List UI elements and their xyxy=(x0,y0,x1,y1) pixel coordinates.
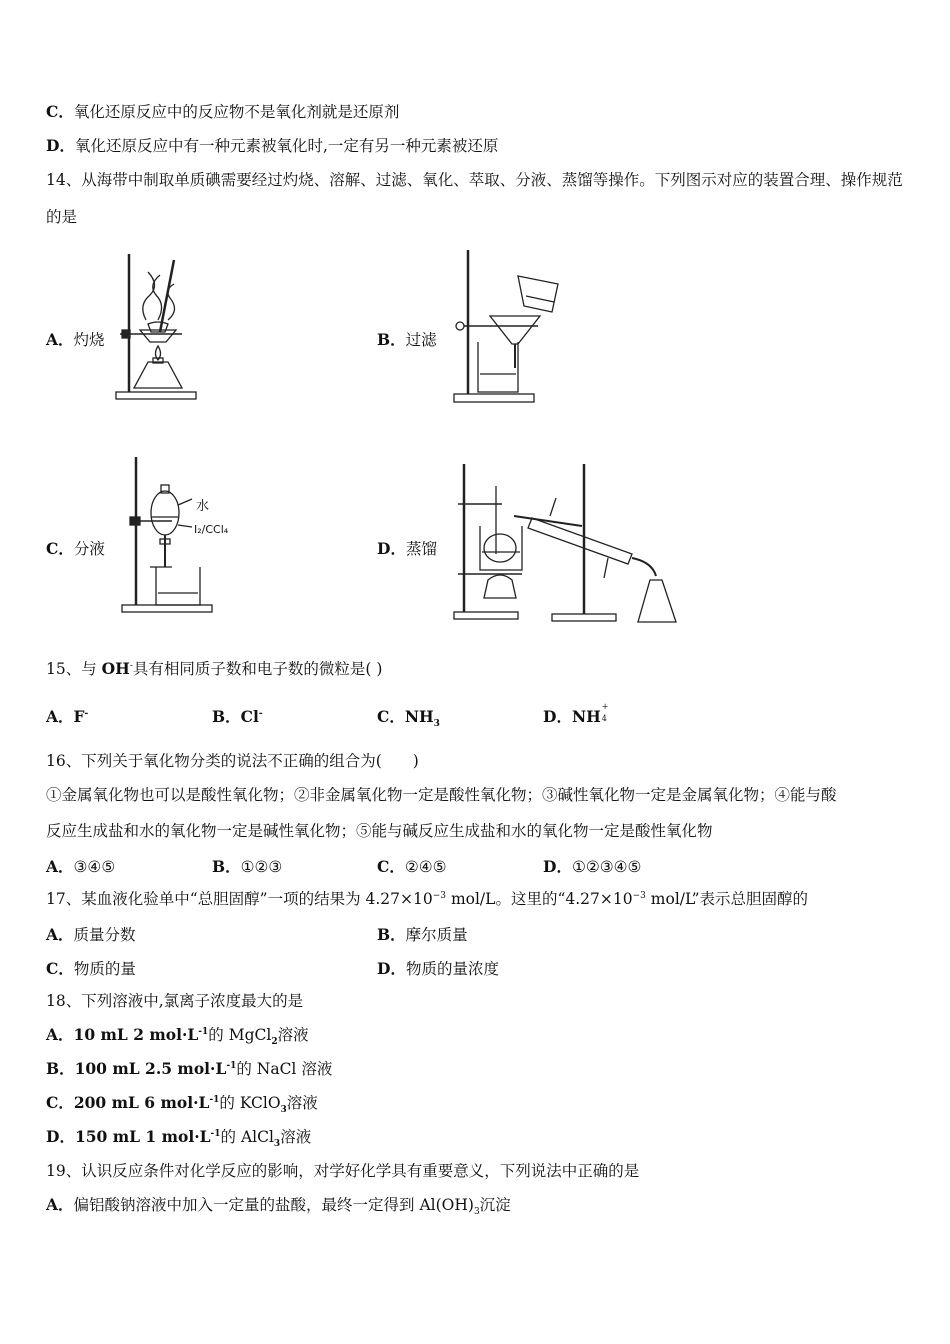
q17-option-d xyxy=(377,957,499,979)
q16-statements-line1: ①金属氧化物也可以是酸性氧化物；②非金属氧化物一定是酸性氧化物；③碱性氧化物一定是金属氧化物；④能与酸 xyxy=(46,786,837,804)
option-letter: D． xyxy=(543,857,572,876)
q18-stem: 18、下列溶液中,氯离子浓度最大的是 xyxy=(46,992,304,1010)
option-letter: A． xyxy=(46,1195,74,1214)
q17-option-a xyxy=(46,923,136,945)
option-letter: D． xyxy=(377,539,406,558)
stem-text: mol/L。这里的“4.27×10 xyxy=(446,890,633,908)
q16-statements-line2: 反应生成盐和水的氧化物一定是碱性氧化物；⑤能与碱反应生成盐和水的氧化物一定是酸性氧化物 xyxy=(46,822,713,840)
option-letter: A． xyxy=(46,1025,74,1044)
q13-option-d xyxy=(46,136,498,156)
option-text: 分液 xyxy=(73,540,105,558)
q18-option-d xyxy=(46,1127,312,1150)
option-letter: D． xyxy=(543,707,572,726)
option-text: 氧化还原反应中的反应物不是氧化剂就是还原剂 xyxy=(73,103,400,121)
exponent: -1 xyxy=(226,1060,237,1071)
q15-option-b xyxy=(212,705,263,727)
formula: OH xyxy=(101,659,130,678)
option-letter: C． xyxy=(46,959,74,978)
option-letter: D． xyxy=(377,959,406,978)
smoke xyxy=(143,272,155,320)
option-letter: A． xyxy=(46,330,74,349)
figure-c-separation-apparatus xyxy=(120,455,260,615)
stem-text: 15、与 xyxy=(46,660,102,678)
q17-option-b xyxy=(377,923,468,945)
water-outlet xyxy=(550,498,556,516)
stand-base xyxy=(454,394,534,402)
option-text: 过滤 xyxy=(405,331,437,349)
q15-stem xyxy=(46,659,382,679)
clamp-screw xyxy=(456,322,464,330)
option-letter: B． xyxy=(212,857,241,876)
q14-option-c-label xyxy=(46,537,105,559)
option-letter: C． xyxy=(377,857,405,876)
exponent: −3 xyxy=(632,890,646,901)
option-letter: B． xyxy=(46,1059,75,1078)
option-letter: C． xyxy=(377,707,405,726)
distilling-flask xyxy=(484,534,516,562)
option-letter: C． xyxy=(46,1093,74,1112)
option-text: ①②③④⑤ xyxy=(571,858,642,876)
beaker xyxy=(478,342,518,392)
side-arm xyxy=(514,516,582,526)
figure-c-label-layer: I₂/CCl₄ xyxy=(194,523,229,536)
alcohol-lamp xyxy=(484,575,516,598)
option-text: NH xyxy=(571,707,601,726)
q19-option-a xyxy=(46,1195,511,1218)
q15-option-d xyxy=(543,702,609,727)
option-text: NH xyxy=(404,707,434,726)
option-text: 物质的量 xyxy=(73,960,136,978)
option-sup: - xyxy=(258,708,263,719)
stand-base xyxy=(122,605,212,612)
option-sub: 4 xyxy=(601,714,607,723)
option-text: 溶液 xyxy=(277,1026,309,1044)
option-text: 的 MgCl xyxy=(208,1026,272,1044)
subscript: 3 xyxy=(280,1105,287,1116)
stem-text: 17、某血液化验单中“总胆固醇”一项的结果为 4.27×10 xyxy=(46,890,433,908)
subscript: 2 xyxy=(271,1037,278,1048)
option-text: ①②③ xyxy=(240,858,283,876)
q18-option-c xyxy=(46,1093,318,1116)
option-text: 100 mL 2.5 mol·L xyxy=(74,1059,227,1078)
q14-option-d-label xyxy=(377,537,437,559)
q13-option-c xyxy=(46,102,399,122)
option-text: 沉淀 xyxy=(479,1196,511,1214)
option-text: 溶液 xyxy=(286,1094,318,1112)
q14-option-a-label xyxy=(46,328,105,350)
conical-flask xyxy=(638,580,676,622)
q14-option-b-label xyxy=(377,328,437,350)
exponent: -1 xyxy=(198,1026,209,1037)
q15-option-c xyxy=(377,705,440,730)
option-text: 150 mL 1 mol·L xyxy=(74,1127,211,1146)
charge: - xyxy=(129,660,133,671)
beaker xyxy=(156,567,200,605)
separatory-funnel xyxy=(151,491,179,535)
stem-text: 具有相同质子数和电子数的微粒是( ) xyxy=(132,660,383,678)
option-text: 的 KClO xyxy=(219,1094,281,1112)
option-text: ③④⑤ xyxy=(73,858,116,876)
q16-option-a xyxy=(46,855,115,877)
figure-a-burning-apparatus xyxy=(108,250,198,402)
water-inlet xyxy=(604,558,608,578)
q16-option-c xyxy=(377,855,447,877)
option-text: 的 AlCl xyxy=(220,1128,274,1146)
option-text: 溶液 xyxy=(280,1128,312,1146)
q19-stem: 19、认识反应条件对化学反应的影响，对学好化学具有重要意义，下列说法中正确的是 xyxy=(46,1162,640,1180)
option-letter: D． xyxy=(46,136,75,155)
exponent: -1 xyxy=(209,1094,220,1105)
option-letter: B． xyxy=(377,330,406,349)
option-text: 偏铝酸钠溶液中加入一定量的盐酸，最终一定得到 Al(OH) xyxy=(73,1196,474,1214)
option-letter: C． xyxy=(46,102,74,121)
figure-d-distillation-apparatus xyxy=(452,462,682,630)
smoke xyxy=(153,275,162,320)
pointer-layer xyxy=(178,525,192,527)
stand-base xyxy=(116,392,196,399)
stem-text: mol/L”表示总胆固醇的 xyxy=(645,890,809,908)
option-letter: A． xyxy=(46,925,74,944)
clamp xyxy=(130,517,140,525)
option-text: 10 mL 2 mol·L xyxy=(73,1025,199,1044)
pouring-beaker xyxy=(518,276,558,312)
q14-stem-line2: 的是 xyxy=(46,208,78,226)
option-text: 的 NaCl 溶液 xyxy=(236,1060,333,1078)
option-text: 质量分数 xyxy=(73,926,136,944)
figure-b-filtration-apparatus xyxy=(448,248,570,406)
adapter xyxy=(632,558,656,576)
q18-option-b xyxy=(46,1059,332,1079)
option-letter: D． xyxy=(46,1127,75,1146)
option-letter: A． xyxy=(46,707,74,726)
figure-c-label-water: 水 xyxy=(196,499,210,514)
q18-option-a xyxy=(46,1025,309,1048)
stand-base xyxy=(454,612,518,619)
stand-base-2 xyxy=(552,614,616,621)
subscript: 3 xyxy=(473,1207,480,1218)
q17-option-c xyxy=(46,957,136,979)
q15-option-a xyxy=(46,705,88,727)
option-sup: + xyxy=(601,702,609,711)
q17-stem xyxy=(46,889,808,909)
q16-option-b xyxy=(212,855,282,877)
funnel xyxy=(490,316,540,344)
alcohol-lamp xyxy=(134,362,182,388)
option-letter: A． xyxy=(46,857,74,876)
option-letter: C． xyxy=(46,539,74,558)
option-charge-stack xyxy=(601,702,609,726)
option-letter: B． xyxy=(212,707,241,726)
exponent: −3 xyxy=(432,890,447,901)
pouring-liquid xyxy=(526,296,554,302)
pointer-water xyxy=(178,499,192,505)
option-sup: - xyxy=(84,708,89,719)
option-text: 氧化还原反应中有一种元素被氧化时,一定有另一种元素被还原 xyxy=(74,137,499,155)
option-letter: B． xyxy=(377,925,406,944)
q16-stem: 16、下列关于氧化物分类的说法不正确的组合为( ) xyxy=(46,752,419,770)
option-text: 蒸馏 xyxy=(405,540,437,558)
glass-rod xyxy=(160,260,174,332)
option-text: Cl xyxy=(240,707,259,726)
exponent: -1 xyxy=(210,1128,221,1139)
smoke xyxy=(168,284,175,320)
subscript: 3 xyxy=(273,1139,281,1150)
q16-option-d xyxy=(543,855,641,877)
clamp xyxy=(122,330,130,338)
option-text: 摩尔质量 xyxy=(405,926,468,944)
q14-stem-line1: 14、从海带中制取单质碘需要经过灼烧、溶解、过滤、氧化、萃取、分液、蒸馏等操作。下列图示对应的装置合理、操作规范 xyxy=(46,171,903,189)
option-text: 200 mL 6 mol·L xyxy=(73,1093,210,1112)
option-sub: 3 xyxy=(433,719,440,730)
option-text: 灼烧 xyxy=(73,331,105,349)
option-text: ②④⑤ xyxy=(404,858,447,876)
option-text: F xyxy=(73,707,85,726)
option-text: 物质的量浓度 xyxy=(405,960,499,978)
